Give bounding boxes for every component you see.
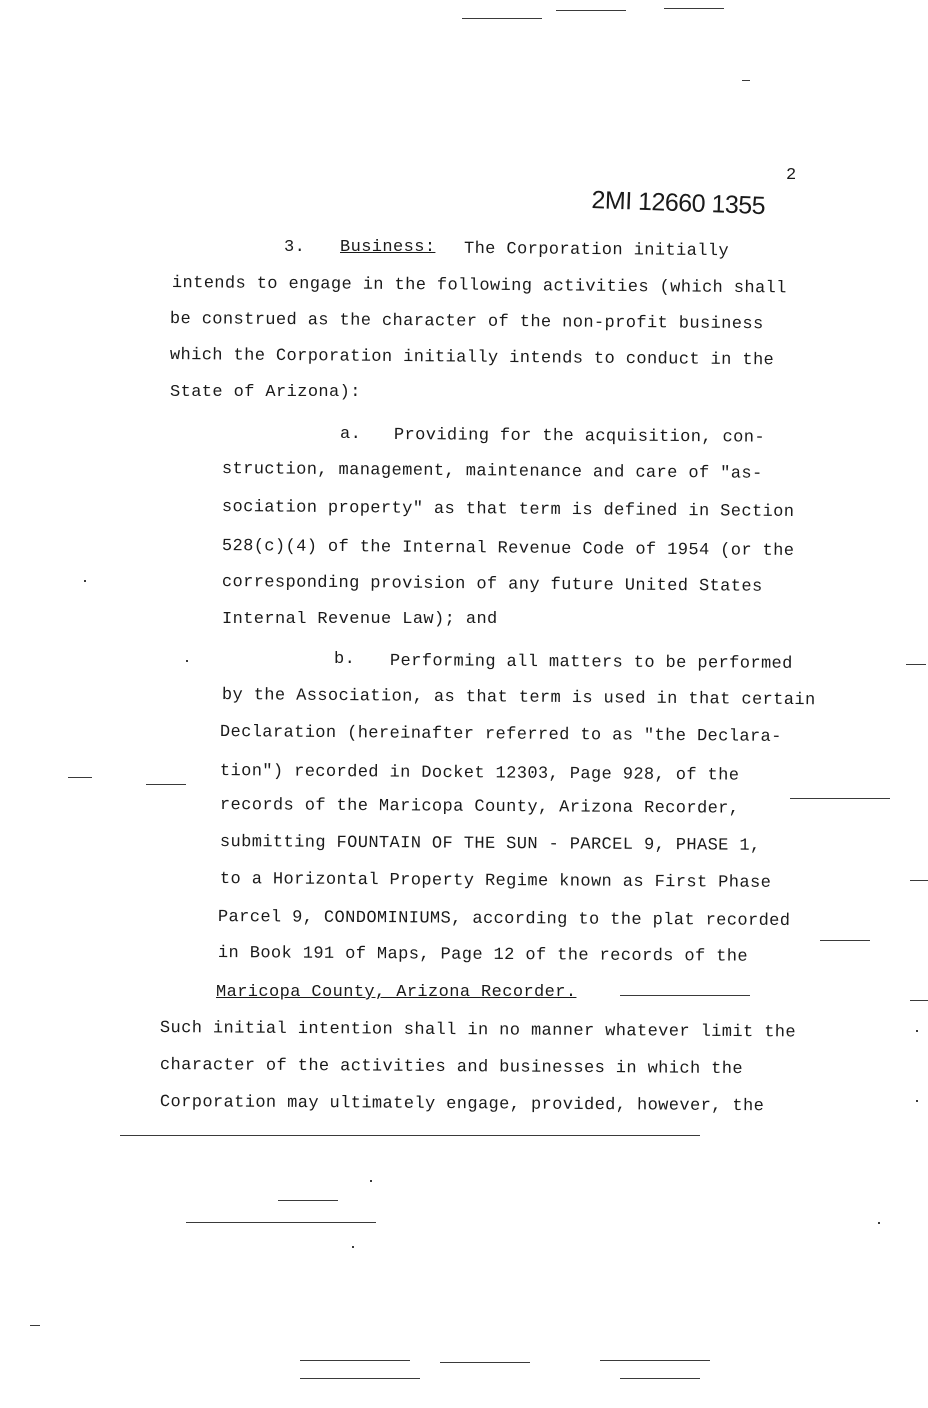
item-b-line: by the Association, as that term is used in that certain (221, 686, 816, 711)
scan-artifact (68, 777, 92, 778)
scan-artifact (878, 1222, 880, 1224)
item-a-line: 528(c)(4) of the Internal Revenue Code of 1954 (or the (221, 537, 795, 561)
item-b-line: Maricopa County, Arizona Recorder. (216, 983, 577, 1002)
item-b-line: to a Horizontal Property Regime known as First Phase (219, 870, 772, 893)
item-b-line: tion") recorded in Docket 12303, Page 928, of the (219, 762, 740, 786)
section-heading: Business: (340, 238, 436, 257)
scan-artifact (186, 1222, 376, 1223)
scan-artifact (820, 940, 870, 941)
scan-artifact (910, 880, 928, 881)
scan-artifact (300, 1378, 420, 1379)
closing-line: Corporation may ultimately engage, provided, however, the (159, 1093, 765, 1117)
scan-artifact (742, 80, 750, 81)
section-number: 3. (284, 238, 306, 257)
item-a-label: a. (340, 425, 362, 444)
section-text-line: intends to engage in the following activities (which shall (171, 274, 787, 299)
item-b-label: b. (334, 650, 356, 669)
section-text-line: which the Corporation initially intends to conduct in the (169, 346, 775, 371)
scan-artifact (916, 1100, 918, 1102)
item-b-line: Performing all matters to be performed (389, 652, 793, 674)
item-b-line: in Book 191 of Maps, Page 12 of the records of the (217, 944, 749, 967)
closing-line: Such initial intention shall in no manner whatever limit the (159, 1019, 797, 1043)
scan-artifact (620, 995, 750, 996)
scan-artifact (440, 1362, 530, 1363)
scan-artifact (30, 1325, 40, 1326)
scan-artifact (664, 8, 724, 9)
scan-artifact (146, 784, 186, 785)
scan-artifact (278, 1200, 338, 1201)
scan-artifact (906, 664, 926, 665)
item-a-line: Providing for the acquisition, con- (393, 426, 766, 448)
scan-artifact (790, 798, 890, 799)
item-a-line: corresponding provision of any future United States (221, 573, 763, 597)
closing-line: character of the activities and businesses in which the (159, 1056, 744, 1080)
item-a-line: sociation property" as that term is defined in Section (221, 498, 795, 522)
scan-artifact (462, 18, 542, 19)
scan-artifact (352, 1246, 354, 1248)
scan-artifact (556, 10, 626, 11)
scan-artifact (84, 580, 86, 582)
item-b-line: submitting FOUNTAIN OF THE SUN - PARCEL 9, PHASE 1, (219, 833, 761, 856)
item-a-line: Internal Revenue Law); and (222, 610, 498, 629)
scan-artifact (916, 1030, 918, 1032)
scan-artifact (910, 1000, 928, 1001)
section-text-line: The Corporation initially (463, 239, 730, 262)
scan-artifact (600, 1360, 710, 1361)
item-b-line: Declaration (hereinafter referred to as "the Declara- (219, 723, 782, 747)
scan-artifact (120, 1135, 700, 1136)
scan-artifact (300, 1360, 410, 1361)
item-b-line: records of the Maricopa County, Arizona Recorder, (219, 796, 740, 819)
page-number: 2 (786, 166, 797, 185)
item-a-line: struction, management, maintenance and care of "as- (221, 460, 763, 484)
section-text-line: State of Arizona): (170, 383, 361, 402)
scan-artifact (620, 1378, 700, 1379)
section-text-line: be construed as the character of the non-profit business (169, 310, 764, 335)
recording-stamp: 2MI 12660 1355 (591, 186, 766, 221)
scan-artifact (370, 1180, 372, 1182)
item-b-line: Parcel 9, CONDOMINIUMS, according to the plat recorded (217, 908, 791, 931)
scan-artifact (186, 660, 188, 662)
